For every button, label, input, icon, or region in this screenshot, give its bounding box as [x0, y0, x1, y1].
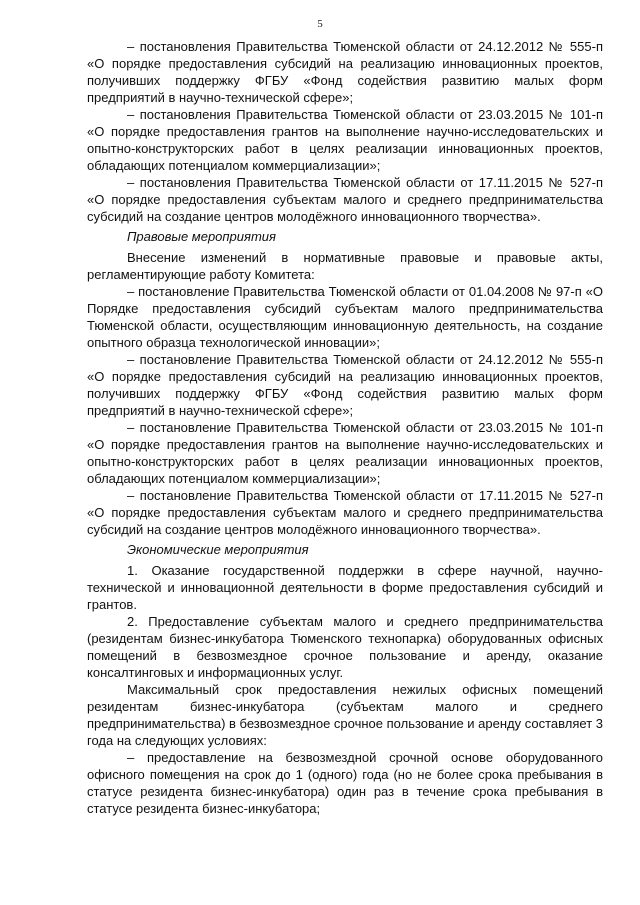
page-number: 5: [317, 18, 323, 30]
paragraph-legal-decree-101: – постановление Правительства Тюменской области от 23.03.2015 № 101-п «О порядке предоставления грантов на выполнение научно-исследовательских и опытно-конструкторских работ в целях реализации инновационных проектов, обладающих потенциалом коммерциализации»;: [87, 420, 603, 486]
paragraph-decree-527: – постановления Правительства Тюменской области от 17.11.2015 № 527-п «О порядке предоставления субъектам малого и среднего предпринимательства субсидий на создание центров молодёжного инновационного творчества».: [87, 175, 603, 224]
paragraph-economic-2: 2. Предоставление субъектам малого и среднего предпринимательства (резидентам бизнес-инкубатора Тюменского технопарка) оборудованных офисных помещений в безвозмездное срочное пользование и аренду, оказание консалтинговых и информационных услуг.: [87, 614, 603, 680]
section-heading-legal: Правовые мероприятия: [127, 229, 276, 244]
paragraph-economic-1: 1. Оказание государственной поддержки в сфере научной, научно-технической и инновационной деятельности в форме предоставления субсидий и грантов.: [87, 563, 603, 612]
paragraph-legal-intro: Внесение изменений в нормативные правовые и правовые акты, регламентирующие работу Комитета:: [87, 250, 603, 282]
paragraph-condition-1: – предоставление на безвозмездной срочной основе оборудованного офисного помещения на срок до 1 (одного) года (но не более срока пребывания в статусе резидента бизнес-инкубатора) один раз в течение срока пребывания в статусе резидента бизнес-инкубатора;: [87, 750, 603, 816]
paragraph-legal-decree-527: – постановление Правительства Тюменской области от 17.11.2015 № 527-п «О порядке предоставления субъектам малого и среднего предпринимательства субсидий на создание центров молодёжного инновационного творчества».: [87, 488, 603, 537]
section-heading-economic: Экономические мероприятия: [127, 542, 309, 557]
paragraph-legal-decree-97: – постановление Правительства Тюменской области от 01.04.2008 № 97-п «О Порядке предоставления субсидий субъектам малого предпринимательства Тюменской области, осуществляющим инновационную деятельность, на создание опытного образца технологической инновации»;: [87, 284, 603, 350]
paragraph-decree-101: – постановления Правительства Тюменской области от 23.03.2015 № 101-п «О порядке предоставления грантов на выполнение научно-исследовательских и опытно-конструкторских работ в целях реализации инновационных проектов, обладающих потенциалом коммерциализации»;: [87, 107, 603, 173]
paragraph-legal-decree-555: – постановление Правительства Тюменской области от 24.12.2012 № 555-п «О порядке предоставления субсидий на реализацию инновационных проектов, получивших поддержку ФГБУ «Фонд содействия развитию малых форм предприятий в научно-технической сфере»;: [87, 352, 603, 418]
paragraph-max-term: Максимальный срок предоставления нежилых офисных помещений резидентам бизнес-инкубатора (субъектам малого и среднего предпринимательства) в безвозмездное срочное пользование и аренду составляет 3 года на следующих условиях:: [87, 682, 603, 748]
document-body: [87, 38, 603, 817]
paragraph-decree-555: – постановления Правительства Тюменской области от 24.12.2012 № 555-п «О порядке предоставления субсидий на реализацию инновационных проектов, получивших поддержку ФГБУ «Фонд содействия развитию малых форм предприятий в научно-технической сфере»;: [87, 39, 603, 105]
